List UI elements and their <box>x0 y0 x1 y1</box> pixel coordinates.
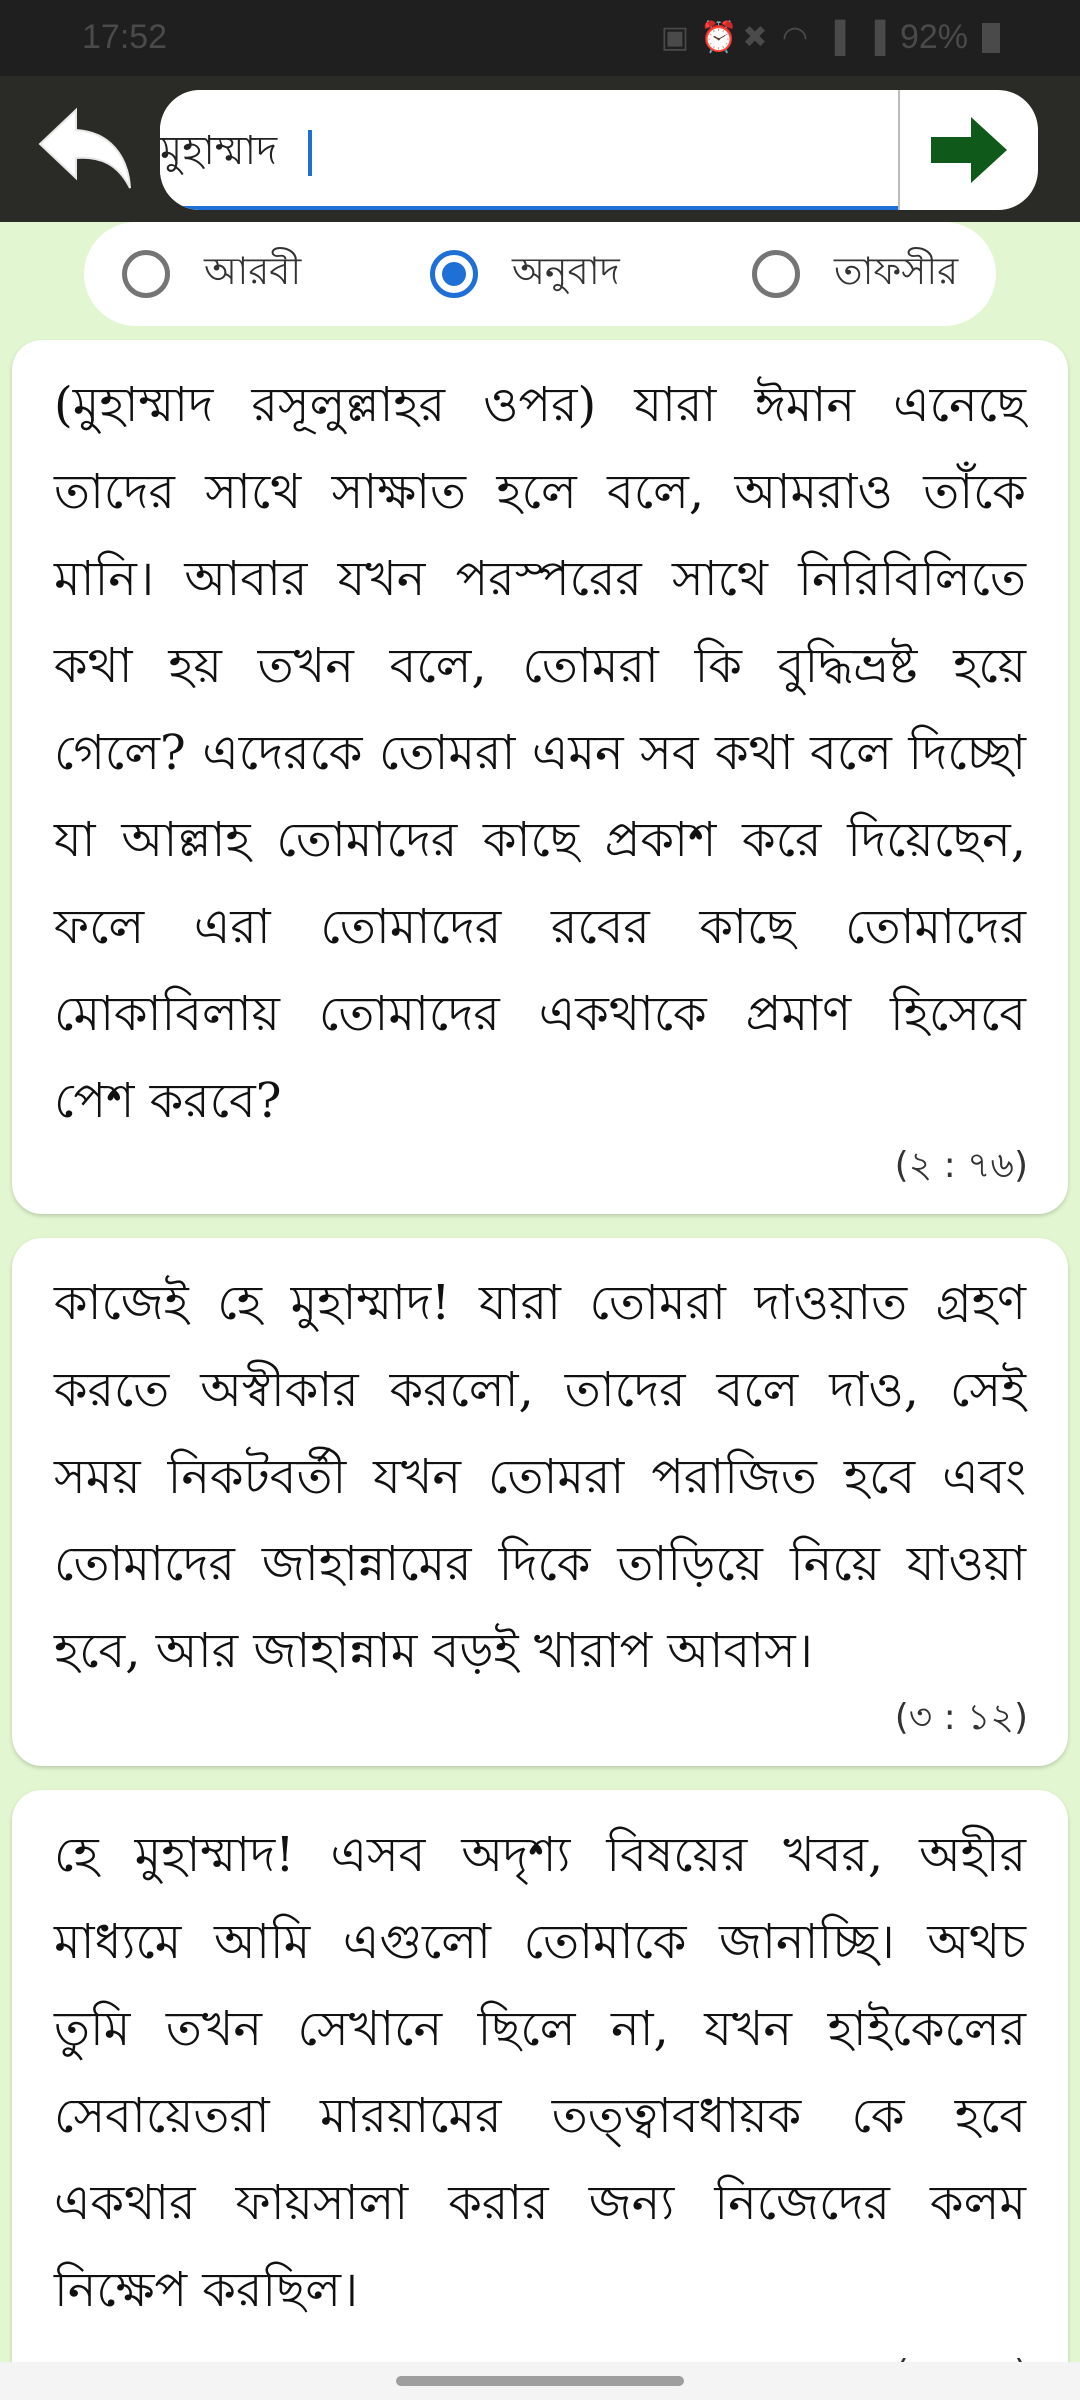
verse-text: (মুহাম্মাদ রসূলুল্লাহর ওপর) যারা ঈমান এনেছে তাদের সাথে সাক্ষাত হলে বলে, আমরাও তাঁকে মানি। আবার যখন পরস্পরের সাথে নিরিবিলিতে কথা হয় তখন বলে, তোমরা কি বুদ্ধিভ্রষ্ট হয়ে গেলে? এদেরকে তোমরা এমন সব কথা বলে দিচ্ছো যা আল্লাহ তোমাদের কাছে প্রকাশ করে দিয়েছেন, ফলে এরা তোমাদের রবের কাছে তোমাদের মোকাবিলায় তোমাদের একথাকে প্রমাণ হিসেবে পেশ করবে? <box>54 377 1026 1129</box>
alarm-icon: ⏰ <box>699 20 738 54</box>
verse-reference: (২ : ৭৬) <box>894 1145 1028 1186</box>
verse-text: হে মুহাম্মাদ! এসব অদৃশ্য বিষয়ের খবর, অহীর মাধ্যমে আমি এগুলো তোমাকে জানাচ্ছি। অথচ তুমি তখন সেখানে ছিলে না, যখন হাইকেলের সেবায়েতরা মারয়ামের তত্ত্বাবধায়ক কে হবে একথার ফায়সালা করার জন্য নিজেদের কলম নিক্ষেপ করছিল। <box>54 1827 1026 2318</box>
verse-text: কাজেই হে মুহাম্মাদ! যারা তোমরা দাওয়াত গ্রহণ করতে অস্বীকার করলো, তাদের বলে দাও, সেই সময় নিকটবর্তী যখন তোমরা পরাজিত হবে এবং তোমাদের জাহান্নামের দিকে তাড়িয়ে নিয়ে যাওয়া হবে, আর জাহান্নাম বড়ই খারাপ আবাস। <box>54 1275 1026 1679</box>
signal-icon: ▐ <box>864 20 886 54</box>
status-bar <box>0 0 1080 76</box>
search-toolbar <box>0 76 1080 222</box>
result-card[interactable] <box>12 1790 1068 2400</box>
mode-label-translation: অনুবাদ <box>512 249 620 293</box>
mute-icon: ✖ <box>742 20 768 54</box>
home-gesture-handle[interactable] <box>396 2376 684 2386</box>
wifi-icon: ◠ <box>781 20 809 54</box>
arrow-right-icon <box>929 115 1009 185</box>
status-time: 17:52 <box>82 18 168 56</box>
radio-arabic[interactable] <box>122 250 170 298</box>
mode-label-arabic: আরবী <box>204 249 302 293</box>
back-arrow-icon <box>36 106 136 192</box>
search-mode-selector <box>84 222 996 326</box>
mode-label-tafsir: তাফসীর <box>834 249 959 293</box>
mode-option-arabic[interactable] <box>122 222 301 326</box>
mode-option-translation[interactable] <box>430 222 620 326</box>
battery-icon <box>982 23 1000 53</box>
status-icons <box>660 18 1000 57</box>
result-card[interactable] <box>12 340 1068 1214</box>
radio-translation[interactable] <box>430 250 478 298</box>
radio-selected-dot <box>442 262 466 286</box>
mode-option-tafsir[interactable] <box>752 222 958 326</box>
search-box <box>160 90 1038 210</box>
battery-label: 92% <box>899 18 968 56</box>
verse-reference: (৩ : ১২) <box>894 1697 1028 1738</box>
text-caret <box>308 130 312 176</box>
lock-icon: ▣ <box>660 20 690 54</box>
back-button[interactable] <box>36 106 136 192</box>
radio-tafsir[interactable] <box>752 250 800 298</box>
search-go-button[interactable] <box>900 90 1038 210</box>
search-input[interactable] <box>160 90 898 210</box>
system-nav-bar <box>0 2362 1080 2400</box>
signal-icon: ▐ <box>824 20 846 54</box>
result-card[interactable] <box>12 1238 1068 1766</box>
